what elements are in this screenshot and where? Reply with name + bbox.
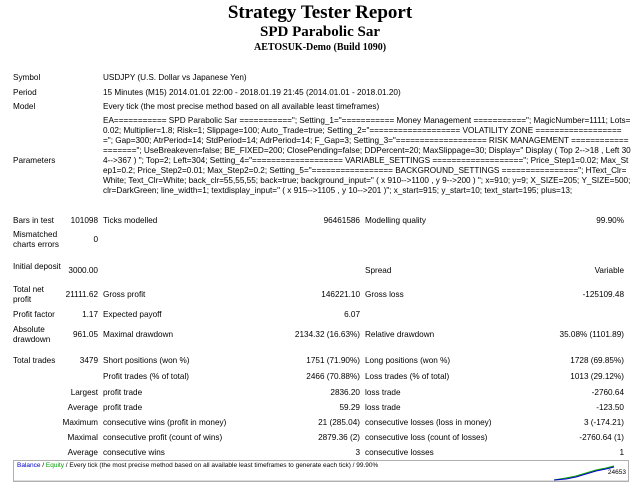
- largest-profit-value: 2836.20: [330, 388, 360, 397]
- net-profit-value: 21111.62: [65, 290, 98, 299]
- graph-caption: [17, 462, 378, 470]
- maximal-consecutive-loss-label: consecutive loss (count of losses): [365, 433, 488, 442]
- total-trades-value: 3479: [79, 356, 98, 365]
- relative-drawdown-value: 35.08% (1101.89): [559, 330, 624, 339]
- maximal-consecutive-loss-value: -2760.64 (1): [579, 433, 624, 442]
- gross-loss-value: -125109.48: [582, 290, 624, 299]
- average-label: Average: [67, 403, 98, 412]
- average-loss-label: loss trade: [365, 403, 401, 412]
- mismatch-label: Mismatched charts errors: [13, 230, 59, 249]
- profit-trades-value: 2466 (70.88%): [306, 372, 360, 381]
- expected-payoff-value: 6.07: [344, 310, 360, 319]
- short-positions-label: Short positions (won %): [103, 356, 190, 365]
- profit-factor-value: 1.17: [82, 310, 98, 319]
- parameters-value: EA=========== SPD Parabolic Sar ==========="; Setting_1="=========== Money Management ==========="; MagicNumber=1111; Lots=0.02; Multiplier=1.8; Risk=1; Slippage=100; Auto_Trade=true; Setting_2="=================== VOLATILITY ZONE ==================="; Gap=300; AtrPeriod=14; StdPeriod=14; AdrPeriod=14; F_Gap=3; Setting_3="=================== RISK MANAGEMENT ==================="; UseBreakeven=false; BE_FIXED=200; ClosePending=false; DDPercent=20; MaxSlippage=30; Display=" Display ( Top 2-->18 , Left 304-->367 ) "; Top=2; Left=304; Setting_4="=================== VARIABLE_SETTINGS ==================="; Price_Step1=0.02; Max_Step1=0.2; Price_Step2=0.01; Max_Step2=0.2; Setting_5="================= BACKGROUND_SETTINGS ================"; HText_Clr=White; Text_Clr=White; back_clr=55,55,55; back=true; background_input=" ( x 910-->1100 , y 9-->200 ) "; x=910; y=9; X_SIZE=205; Y_SIZE=500; clr=DarkGreen; line_width=1; textdisplay_input=" ( x 915-->1105 , y 10-->201 )"; x_start=915; y_start=10; text_start=195; plus=13;: [103, 116, 631, 195]
- quality-value: 99.90%: [596, 216, 624, 225]
- largest-loss-value: -2760.64: [591, 388, 624, 397]
- absolute-drawdown-value: 961.05: [72, 330, 98, 339]
- gross-profit-label: Gross profit: [103, 290, 146, 299]
- symbol-label: Symbol: [13, 73, 41, 82]
- server-build: AETOSUK-Demo (Build 1090): [253, 42, 387, 53]
- gross-profit-value: 146221.10: [321, 290, 360, 299]
- avg-consecutive-losses-label: consecutive losses: [365, 448, 434, 457]
- spread-value: Variable: [594, 266, 624, 275]
- bars-label: Bars in test: [13, 216, 54, 225]
- loss-trades-label: Loss trades (% of total): [365, 372, 450, 381]
- relative-drawdown-label: Relative drawdown: [365, 330, 435, 339]
- largest-loss-label: loss trade: [365, 388, 401, 397]
- maximal-drawdown-value: 2134.32 (16.63%): [294, 330, 360, 339]
- maximal-drawdown-label: Maximal drawdown: [103, 330, 174, 339]
- max-consecutive-wins-label: consecutive wins (profit in money): [103, 418, 227, 427]
- maximum-label: Maximum: [62, 418, 98, 427]
- average-profit-label: profit trade: [103, 403, 143, 412]
- expert-name: SPD Parabolic Sar: [260, 24, 380, 40]
- average2-label: Average: [67, 448, 98, 457]
- profit-factor-label: Profit factor: [13, 310, 55, 319]
- max-consecutive-losses-label: consecutive losses (loss in money): [365, 418, 492, 427]
- expected-payoff-label: Expected payoff: [103, 310, 162, 319]
- graph-last-value: 24653: [607, 469, 626, 476]
- quality-label: Modelling quality: [365, 216, 426, 225]
- maximal-consecutive-profit-value: 2879.36 (2): [318, 433, 360, 442]
- ticks-value: 96461586: [323, 216, 360, 225]
- long-positions-value: 1728 (69.85%): [570, 356, 624, 365]
- ticks-label: Ticks modelled: [103, 216, 158, 225]
- largest-label: Largest: [70, 388, 98, 397]
- maximal-label: Maximal: [67, 433, 98, 442]
- period-value: 15 Minutes (M15) 2014.01.01 22:00 - 2018.01.19 21:45 (2014.01.01 - 2018.01.20): [103, 88, 401, 97]
- graph-sep: /: [40, 462, 46, 469]
- long-positions-label: Long positions (won %): [365, 356, 451, 365]
- average-profit-value: 59.29: [339, 403, 360, 412]
- average-loss-value: -123.50: [596, 403, 624, 412]
- avg-consecutive-losses-value: 1: [619, 448, 624, 457]
- graph-caption-rest: / Every tick (the most precise method based on all available least timeframes to generate each tick) / 99.90%: [64, 462, 379, 469]
- equity-line: [554, 466, 614, 480]
- gross-loss-label: Gross loss: [365, 290, 404, 299]
- report-title: Strategy Tester Report: [227, 2, 413, 23]
- period-label: Period: [13, 88, 37, 97]
- spread-label: Spread: [365, 266, 392, 275]
- model-label: Model: [13, 102, 36, 111]
- deposit-value: 3000.00: [68, 266, 98, 275]
- mismatch-value: 0: [93, 235, 98, 244]
- graph-equity-label: Equity: [45, 462, 64, 469]
- avg-consecutive-wins-value: 3: [355, 448, 360, 457]
- deposit-label: Initial deposit: [13, 262, 61, 271]
- balance-equity-graph: [13, 460, 629, 482]
- max-consecutive-losses-value: 3 (-174.21): [583, 418, 624, 427]
- symbol-value: USDJPY (U.S. Dollar vs Japanese Yen): [103, 73, 247, 82]
- profit-trades-label: Profit trades (% of total): [103, 372, 190, 381]
- bars-value: 101098: [70, 216, 98, 225]
- total-trades-label: Total trades: [13, 356, 56, 365]
- net-profit-label: Total net profit: [13, 285, 44, 304]
- short-positions-value: 1751 (71.90%): [306, 356, 360, 365]
- avg-consecutive-wins-label: consecutive wins: [103, 448, 165, 457]
- graph-balance-label: Balance: [17, 462, 41, 469]
- model-value: Every tick (the most precise method based on all available least timeframes): [103, 102, 380, 111]
- parameters-label: Parameters: [13, 156, 56, 165]
- absolute-drawdown-label: Absolute drawdown: [13, 325, 51, 344]
- loss-trades-value: 1013 (29.12%): [570, 372, 624, 381]
- maximal-consecutive-profit-label: consecutive profit (count of wins): [103, 433, 223, 442]
- max-consecutive-wins-value: 21 (285.04): [318, 418, 360, 427]
- largest-profit-label: profit trade: [103, 388, 143, 397]
